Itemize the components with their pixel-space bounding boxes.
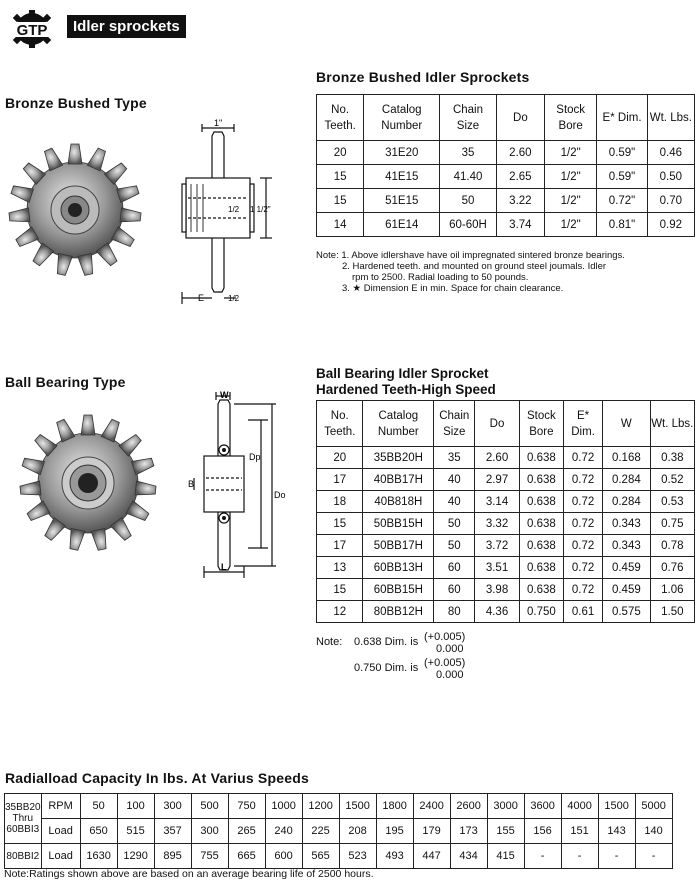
rpm-cell: 1500 (598, 794, 635, 819)
cell: 60BB13H (363, 557, 434, 579)
ball-tol2-prefix: 0.750 Dim. is (354, 662, 419, 674)
bronze-table-title: Bronze Bushed Idler Sprockets (316, 69, 530, 85)
cell: 50BB15H (363, 513, 434, 535)
table-row (317, 189, 695, 213)
load-cell: - (561, 844, 598, 869)
bronze-col-teeth: No. Teeth. (317, 95, 364, 141)
bronze-col-do: Do (496, 95, 544, 141)
cell: 0.38 (650, 447, 694, 469)
capacity-group1-l2: Thru (12, 813, 34, 824)
rpm-cell: 3000 (487, 794, 524, 819)
ball-table (316, 400, 695, 623)
ball-col-chain: Chain Size (434, 401, 475, 447)
cell: 1/2" (545, 165, 597, 189)
cell: 0.53 (650, 491, 694, 513)
cell: 2.60 (496, 141, 544, 165)
cell: 0.168 (603, 447, 651, 469)
load-cell: 173 (450, 819, 487, 844)
bronze-type-label: Bronze Bushed Type (5, 95, 147, 111)
bronze-sprocket-photo (8, 125, 143, 295)
load-cell: 755 (191, 844, 228, 869)
load-cell: 265 (228, 819, 265, 844)
rpm-cell: 2400 (413, 794, 450, 819)
rpm-cell: 1200 (302, 794, 339, 819)
cell: 17 (317, 535, 363, 557)
cell: 0.72 (564, 447, 603, 469)
cell: 35 (440, 141, 496, 165)
load-cell: 225 (302, 819, 339, 844)
load-cell: - (524, 844, 561, 869)
cell: 60BB15H (363, 579, 434, 601)
load-cell: 895 (154, 844, 191, 869)
gtp-logo (4, 10, 60, 48)
cell: 50 (434, 513, 475, 535)
cell: 0.70 (647, 189, 694, 213)
bronze-diag-top: 1" (214, 118, 223, 128)
load-cell: 179 (413, 819, 450, 844)
load-cell: 240 (265, 819, 302, 844)
cell: 15 (317, 189, 364, 213)
cell: 0.72 (564, 535, 603, 557)
cell: 0.284 (603, 491, 651, 513)
load-cell: 523 (339, 844, 376, 869)
load-label: Load (41, 844, 80, 869)
cell: 0.81" (597, 213, 647, 237)
load-cell: 493 (376, 844, 413, 869)
ball-diag-dp: Dp (249, 452, 261, 462)
load-cell: 434 (450, 844, 487, 869)
bronze-note-1: Note: 1. Above idlershave have oil impregnated sintered bronze bearings. (316, 250, 625, 261)
cell: 2.60 (475, 447, 519, 469)
rpm-cell: 300 (154, 794, 191, 819)
cell: 0.750 (519, 601, 563, 623)
rpm-cell: 100 (117, 794, 154, 819)
table-row (317, 601, 695, 623)
rpm-cell: 2600 (450, 794, 487, 819)
capacity-load1-row (5, 819, 673, 844)
cell: 0.76 (650, 557, 694, 579)
cell: 80BB12H (363, 601, 434, 623)
cell: 0.46 (647, 141, 694, 165)
cell: 0.92 (647, 213, 694, 237)
bronze-diag-half: 1/2 (228, 205, 240, 214)
ball-table-title-1: Ball Bearing Idler Sprocket (316, 366, 489, 381)
load-cell: 140 (635, 819, 672, 844)
cell: 60 (434, 557, 475, 579)
bronze-col-catalog: Catalog Number (364, 95, 440, 141)
table-row (317, 535, 695, 557)
bronze-section-diagram (176, 118, 291, 308)
cell: 0.75 (650, 513, 694, 535)
cell: 15 (317, 165, 364, 189)
cell: 1/2" (545, 213, 597, 237)
ball-col-wt: Wt. Lbs. (650, 401, 694, 447)
bronze-diag-e: E (198, 293, 205, 303)
cell: 60 (434, 579, 475, 601)
cell: 0.638 (519, 447, 563, 469)
cell: 0.52 (650, 469, 694, 491)
cell: 3.14 (475, 491, 519, 513)
table-row (317, 513, 695, 535)
cell: 13 (317, 557, 363, 579)
ball-diag-l: L (221, 562, 227, 572)
load-cell: 300 (191, 819, 228, 844)
ball-tol2-zero: 0.000 (436, 669, 464, 681)
load-cell: - (635, 844, 672, 869)
load-cell: 515 (117, 819, 154, 844)
cell: 0.72 (564, 557, 603, 579)
table-row (317, 579, 695, 601)
capacity-load2-row (5, 844, 673, 869)
cell: 20 (317, 447, 363, 469)
cell: 0.50 (647, 165, 694, 189)
ball-header-row (317, 401, 695, 447)
load-cell: 143 (598, 819, 635, 844)
cell: 50 (434, 535, 475, 557)
capacity-footnote: Note:Ratings shown above are based on an average bearing life of 2500 hours. (4, 868, 374, 880)
ball-col-teeth: No. Teeth. (317, 401, 363, 447)
ball-section-diagram (186, 390, 301, 580)
load-cell: 155 (487, 819, 524, 844)
load-cell: 415 (487, 844, 524, 869)
cell: 0.638 (519, 491, 563, 513)
cell: 0.72 (564, 491, 603, 513)
capacity-group2: 80BBI2 (5, 844, 42, 869)
cell: 0.343 (603, 535, 651, 557)
bronze-diag-inner: 1 1/2" (250, 205, 271, 214)
cell: 40BB17H (363, 469, 434, 491)
ball-diag-do: Do (274, 490, 286, 500)
cell: 0.59" (597, 165, 647, 189)
load-cell: 357 (154, 819, 191, 844)
cell: 0.638 (519, 469, 563, 491)
table-row (317, 469, 695, 491)
load-cell: 151 (561, 819, 598, 844)
page-title: Idler sprockets (67, 15, 186, 38)
bronze-table (316, 94, 695, 237)
load-cell: 195 (376, 819, 413, 844)
bronze-col-bore: Stock Bore (545, 95, 597, 141)
rpm-label: RPM (41, 794, 80, 819)
cell: 18 (317, 491, 363, 513)
rpm-cell: 1800 (376, 794, 413, 819)
rpm-cell: 1500 (339, 794, 376, 819)
cell: 17 (317, 469, 363, 491)
cell: 40 (434, 491, 475, 513)
capacity-rpm-row (5, 794, 673, 819)
bronze-header-row (317, 95, 695, 141)
load-cell: 650 (80, 819, 117, 844)
cell: 0.78 (650, 535, 694, 557)
bronze-notes (316, 250, 625, 294)
ball-type-label: Ball Bearing Type (5, 374, 126, 390)
ball-tol2-plus: (+0.005) (424, 657, 466, 669)
cell: 3.98 (475, 579, 519, 601)
cell: 0.72 (564, 469, 603, 491)
capacity-group1-l1: 35BB20 (5, 802, 41, 813)
cell: 0.72 (564, 513, 603, 535)
table-row (317, 447, 695, 469)
cell: 0.575 (603, 601, 651, 623)
ball-col-e: E* Dim. (564, 401, 603, 447)
capacity-group1-l3: 60BBI3 (6, 824, 40, 835)
bronze-col-chain: Chain Size (440, 95, 496, 141)
ball-tol1-prefix: 0.638 Dim. is (354, 636, 419, 648)
cell: 1/2" (545, 141, 597, 165)
rpm-cell: 750 (228, 794, 265, 819)
load-cell: 1630 (80, 844, 117, 869)
cell: 0.72" (597, 189, 647, 213)
load-cell: 208 (339, 819, 376, 844)
table-row (317, 213, 695, 237)
cell: 50BB17H (363, 535, 434, 557)
load-cell: 600 (265, 844, 302, 869)
bronze-diag-e-dim: 1/2 (228, 294, 240, 303)
rpm-cell: 50 (80, 794, 117, 819)
cell: 3.51 (475, 557, 519, 579)
rpm-cell: 500 (191, 794, 228, 819)
capacity-group1 (5, 794, 42, 844)
ball-diag-b: B (188, 479, 195, 489)
ball-col-catalog: Catalog Number (363, 401, 434, 447)
load-cell: 1290 (117, 844, 154, 869)
cell: 3.32 (475, 513, 519, 535)
load-cell: 565 (302, 844, 339, 869)
capacity-title: Radialload Capacity In lbs. At Varius Speeds (5, 770, 309, 786)
load-cell: 447 (413, 844, 450, 869)
cell: 40 (434, 469, 475, 491)
cell: 0.343 (603, 513, 651, 535)
rpm-cell: 4000 (561, 794, 598, 819)
ball-table-title-2: Hardened Teeth-High Speed (316, 382, 496, 397)
bronze-note-2: 2. Hardened teeth. and mounted on ground steel joumals. Idler (342, 261, 607, 272)
cell: 3.72 (475, 535, 519, 557)
cell: 35BB20H (363, 447, 434, 469)
ball-tol1-plus: (+0.005) (424, 631, 466, 643)
bronze-note-4: 3. ★ Dimension E in min. Space for chain clearance. (342, 283, 564, 294)
cell: 0.459 (603, 557, 651, 579)
cell: 41E15 (364, 165, 440, 189)
cell: 0.638 (519, 557, 563, 579)
cell: 0.61 (564, 601, 603, 623)
rpm-cell: 3600 (524, 794, 561, 819)
table-row (317, 165, 695, 189)
cell: 12 (317, 601, 363, 623)
table-row (317, 141, 695, 165)
cell: 0.638 (519, 535, 563, 557)
load-label: Load (41, 819, 80, 844)
ball-diag-w: W (220, 390, 229, 400)
cell: 41.40 (440, 165, 496, 189)
ball-sprocket-photo (8, 398, 158, 568)
table-row (317, 491, 695, 513)
cell: 61E14 (364, 213, 440, 237)
cell: 1/2" (545, 189, 597, 213)
cell: 20 (317, 141, 364, 165)
cell: 0.59" (597, 141, 647, 165)
cell: 4.36 (475, 601, 519, 623)
ball-col-do: Do (475, 401, 519, 447)
cell: 1.50 (650, 601, 694, 623)
cell: 3.74 (496, 213, 544, 237)
capacity-table (4, 793, 673, 869)
ball-tol1-zero: 0.000 (436, 643, 464, 655)
bronze-col-wt: Wt. Lbs. (647, 95, 694, 141)
cell: 50 (440, 189, 496, 213)
cell: 2.65 (496, 165, 544, 189)
cell: 0.638 (519, 579, 563, 601)
cell: 2.97 (475, 469, 519, 491)
cell: 51E15 (364, 189, 440, 213)
table-row (317, 557, 695, 579)
cell: 31E20 (364, 141, 440, 165)
ball-note-label: Note: (316, 636, 343, 648)
cell: 15 (317, 579, 363, 601)
ball-col-w: W (603, 401, 651, 447)
cell: 1.06 (650, 579, 694, 601)
cell: 0.459 (603, 579, 651, 601)
cell: 0.638 (519, 513, 563, 535)
cell: 14 (317, 213, 364, 237)
bronze-col-e: E* Dim. (597, 95, 647, 141)
load-cell: 665 (228, 844, 265, 869)
ball-col-bore: Stock Bore (519, 401, 563, 447)
rpm-cell: 5000 (635, 794, 672, 819)
cell: 0.284 (603, 469, 651, 491)
rpm-cell: 1000 (265, 794, 302, 819)
cell: 15 (317, 513, 363, 535)
bronze-note-3: rpm to 2500. Radial loading to 50 pounds. (352, 272, 529, 283)
cell: 3.22 (496, 189, 544, 213)
cell: 60-60H (440, 213, 496, 237)
logo-text: GTP (16, 22, 48, 39)
load-cell: - (598, 844, 635, 869)
cell: 0.72 (564, 579, 603, 601)
cell: 40B818H (363, 491, 434, 513)
cell: 80 (434, 601, 475, 623)
cell: 35 (434, 447, 475, 469)
load-cell: 156 (524, 819, 561, 844)
